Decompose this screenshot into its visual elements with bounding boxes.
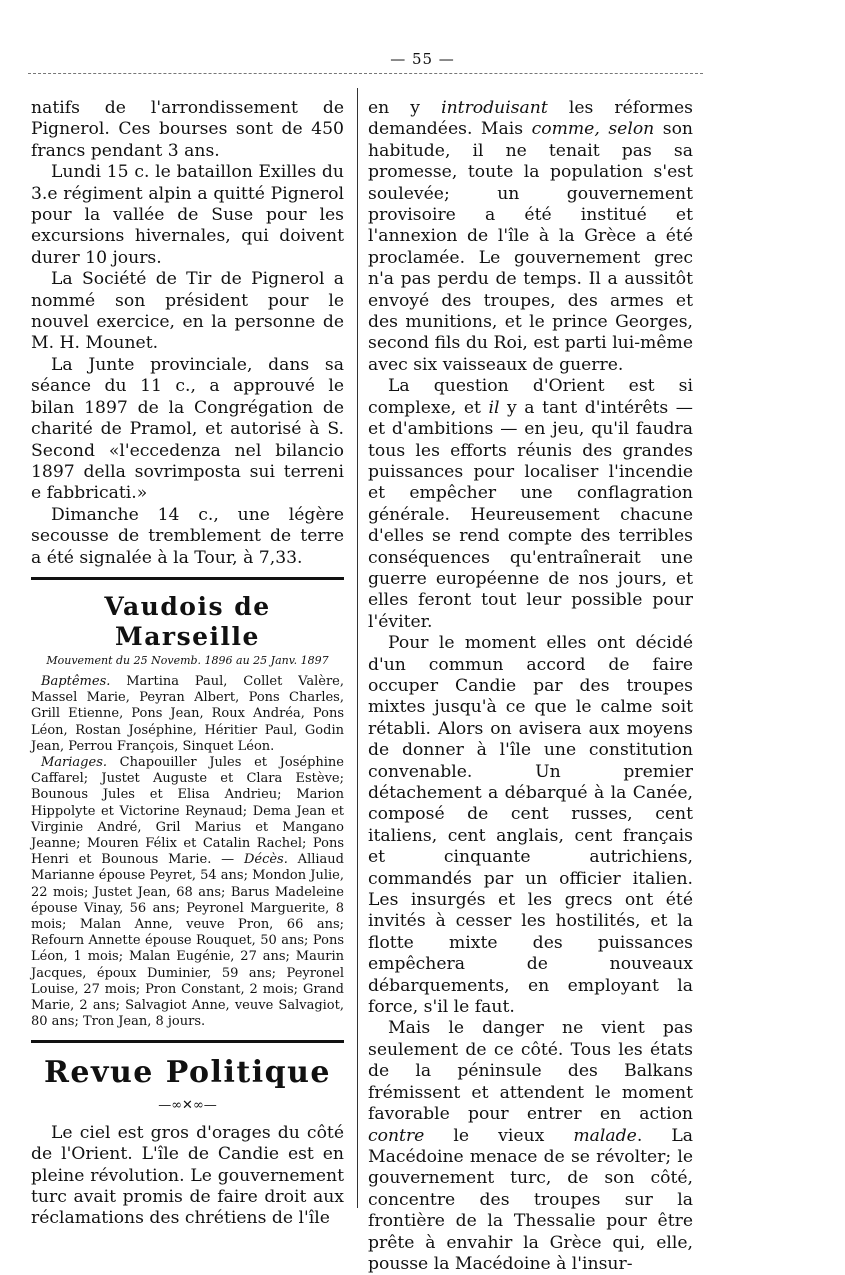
paragraph: Pour le moment elles ont décidé d'un commun accord de faire occuper Candie par des troupes mixtes jusqu'à ce que le calme soit rétabli. Alors on avisera aux moyens de donner à l'île une constitution convenable. Un premier détachement a débarqué à la Canée, composé de cent russes, cent italiens, cent anglais, cent français et cinquante autrichiens, commandés par un officier italien. Les insurgés et les grecs ont été invités à cesser les hostilités, et la flotte mixte des puissances empêchera de nouveaux débarquements, en employant la force, s'il le faut. — [368, 633, 693, 1018]
deces-text: Alliaud Marianne épouse Peyret, 54 ans; Mondon Julie, 22 mois; Justet Jean, 68 ans; Barus Madeleine épouse Vinay, 56 ans; Peyronel Marguerite, 8 mois; Malan Anne, veuve Pron, 66 ans; Refourn Annette épouse Rouquet, 50 ans; Pons Léon, 1 mois; Malan Eugénie, 27 ans; Maurin Jacques, époux Duminier, 59 ans; Peyronel Louise, 27 mois; Pron Constant, 2 mois; Grand Marie, 2 ans; Salvagiot Anne, veuve Salvagiot, 80 ans; Tron Jean, 8 jours. — [31, 852, 344, 1030]
section-title-vaudois: Vaudois de Marseille — [104, 591, 271, 651]
paragraph: La Junte provinciale, dans sa séance du 11 c., a approuvé le bilan 1897 de la Congrégation de charité de Pramol, et autorisé à S. Second «l'eccedenza nel bilancio 1897 della sovrimposta sui terreni e fabbricati.» — [31, 354, 344, 504]
registry-mariages — [31, 755, 344, 1030]
paragraph: natifs de l'arrondissement de Pignerol. Ces bourses sont de 450 francs pendant 3 ans. — [31, 98, 344, 161]
paragraph — [368, 376, 693, 633]
deces-label: Décès. — [243, 852, 288, 868]
paragraph: Dimanche 14 c., une légère secousse de tremblement de terre a été signalée à la Tour, à 7,33. — [31, 504, 344, 568]
section-subtitle: Mouvement du 25 Novemb. 1896 au 25 Janv. 1897 — [46, 653, 329, 667]
registry-baptemes — [31, 674, 344, 755]
text-run: . La Macédoine menace de se révolter; le gouvernement turc, de son côté, concentre des troupes sur la frontière de la Thessalie pour être prête à envahir la Grèce qui, elle, pousse la Macédoine à l'insur- — [368, 1125, 693, 1274]
section-rule — [31, 577, 344, 580]
paragraph: La Société de Tir de Pignerol a nommé son président pour le nouvel exercice, en la personne de M. H. Mounet. — [31, 269, 344, 354]
italic-run: comme, selon — [531, 119, 655, 140]
paragraph — [368, 98, 693, 376]
mariages-label: Mariages. — [41, 754, 108, 770]
mariages-text: Chapouiller Jules et Joséphine Caffarel; Justet Auguste et Clara Estève; Bounous Jules et Elisa Andrieu; Marion Hippolyte et Victorine Reynaud; Dema Jean et Virginie André, Gril Marius et Mangano Jeanne; Mouren Félix et Catalin Rachel; Pons Henri et Bounous Marie. — — [31, 754, 344, 868]
header-rule — [28, 73, 703, 74]
text-run: en y — [368, 98, 442, 118]
left-column — [31, 98, 344, 1230]
ornament-divider: —∞✕∞— — [158, 1098, 217, 1114]
italic-run: il — [488, 397, 500, 418]
paragraph — [368, 1018, 693, 1275]
page-number: — 55 — — [390, 50, 455, 68]
text-run: son habitude, il ne tenait pas sa promesse, toute la population s'est soulevée; un gouvernement provisoire a été institué et l'annexion de l'île à la Grèce a été proclamée. Le gouvernement grec n'a pas perdu de temps. Il a aussitôt envoyé des troupes, des armes et des munitions, et le prince Georges, second fils du Roi, est parti lui-même avec six vaisseaux de guerre. — [368, 119, 693, 375]
italic-run: introduisant — [441, 98, 548, 118]
text-run: le vieux — [424, 1125, 574, 1146]
registry-list — [31, 674, 344, 1030]
italic-run: contre — [368, 1125, 425, 1146]
text-run: Mais le danger ne vient pas seulement de ce côté. Tous les états de la péninsule des Balkans frémissent et attendent le moment favorable pour entrer en action — [368, 1018, 693, 1125]
section-title-revue: Revue Politique — [44, 1055, 331, 1091]
section-rule — [31, 1040, 344, 1043]
column-divider — [357, 88, 358, 1208]
baptemes-text: Martina Paul, Collet Valère, Massel Marie, Peyran Albert, Pons Charles, Grill Etienne, Pons Jean, Roux Andréa, Pons Léon, Rostan Joséphine, Héritier Paul, Godin Jean, Perrou François, Sinquet Léon. — [31, 673, 344, 754]
text-run: les réformes demandées. Mais — [368, 98, 693, 140]
text-run: La question d'Orient est si complexe, et — [368, 376, 693, 418]
italic-run: malade — [573, 1125, 637, 1146]
right-column — [368, 98, 693, 1275]
baptemes-label: Baptêmes. — [41, 673, 111, 689]
text-run: y a tant d'intérêts — et d'ambitions — en jeu, qu'il faudra tous les efforts réunis des grandes puissances pour localiser l'incendie et empêcher une conflagration générale. Heureusement chacune d'elles se rend compte des terribles conséquences qu'entraînerait une guerre européenne de nos jours, et elles feront tout leur possible pour l'éviter. — [368, 397, 693, 632]
paragraph: Le ciel est gros d'orages du côté de l'Orient. L'île de Candie est en pleine révolution. Le gouvernement turc avait promis de faire droit aux réclamations des chrétiens de l'île — [31, 1122, 344, 1229]
paragraph: Lundi 15 c. le bataillon Exilles du 3.e régiment alpin a quitté Pignerol pour la vallée de Suse pour les excursions hivernales, qui doivent durer 10 jours. — [31, 162, 344, 268]
